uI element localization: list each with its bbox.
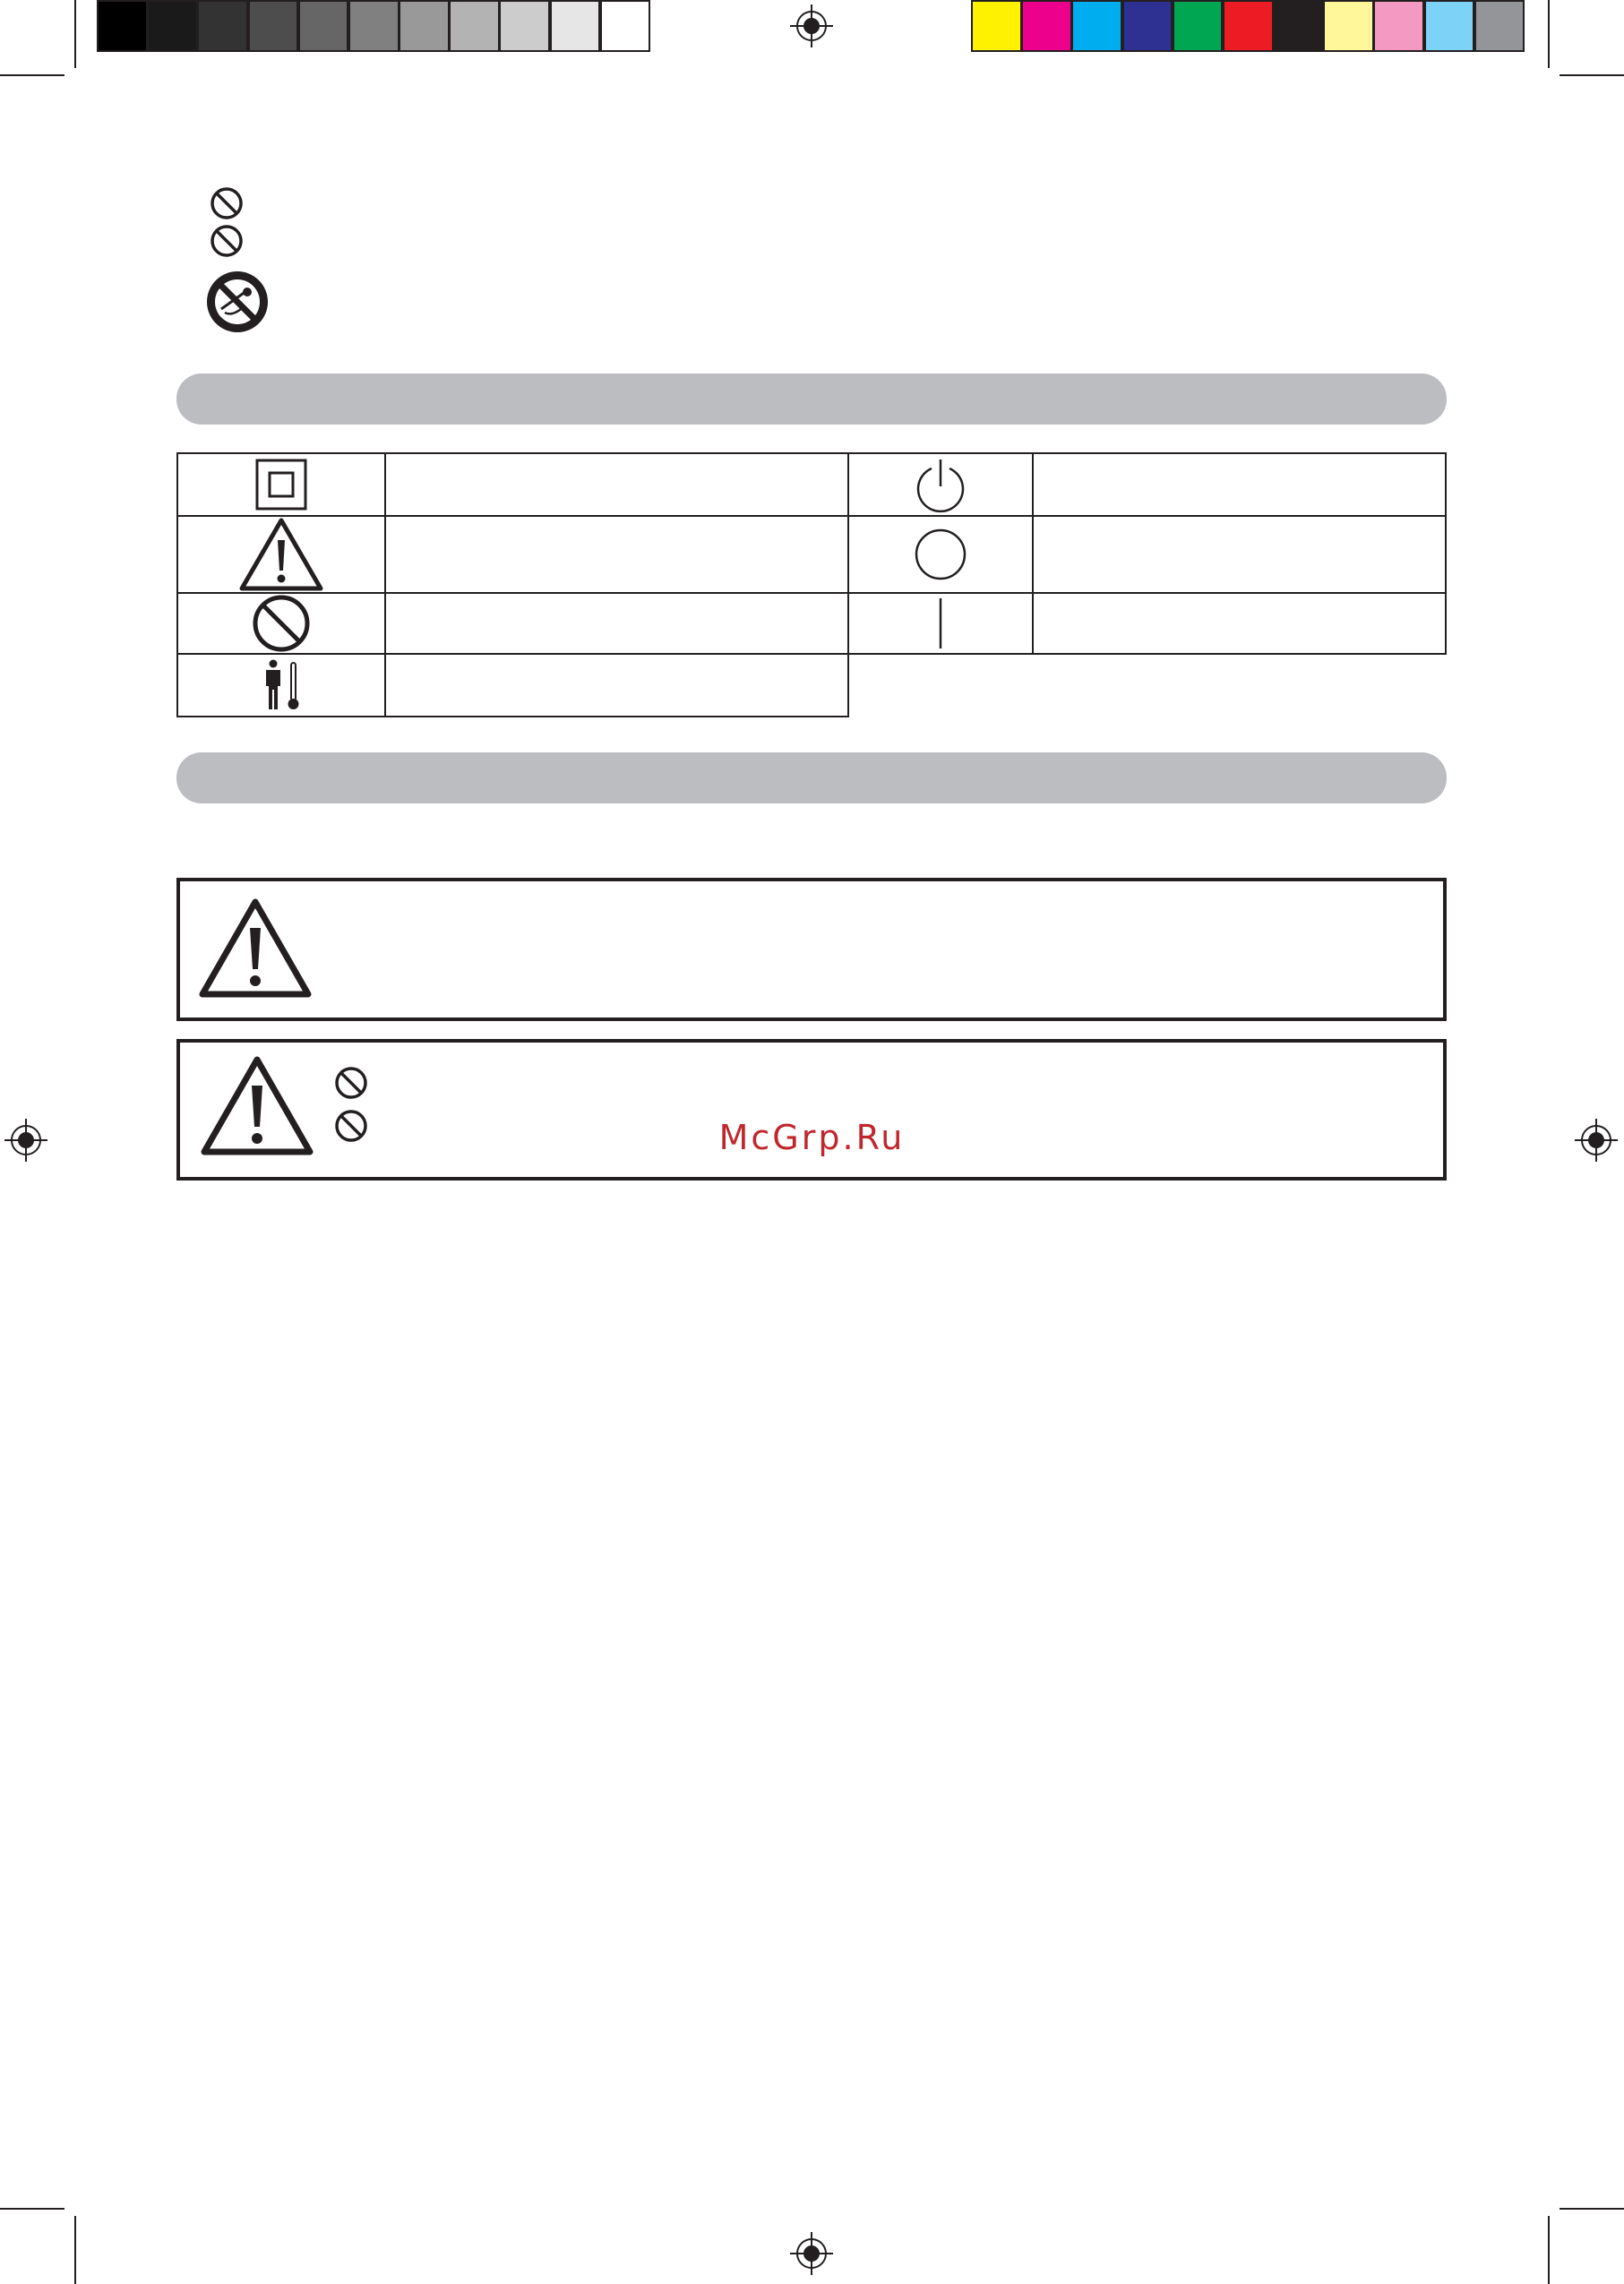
- table-cell-icon: [177, 654, 385, 717]
- prohibited-small-icon: [210, 186, 244, 220]
- warning-box: [176, 1039, 1447, 1181]
- table-cell-icon: [848, 593, 1033, 654]
- table-cell-text: [385, 593, 848, 654]
- registration-target-icon: [790, 2232, 833, 2275]
- prohibited-small-icon: [210, 224, 244, 258]
- table-row: [177, 593, 1446, 654]
- off-circle-icon: [914, 528, 967, 581]
- table-cell-text: [385, 516, 848, 593]
- prohibited-icon: [252, 594, 311, 653]
- table-cell-text: [1033, 593, 1446, 654]
- section-header-bar: [176, 374, 1447, 425]
- table-cell-text: [385, 453, 848, 516]
- table-row: [177, 453, 1446, 516]
- no-pins-prohibited-icon: [205, 270, 270, 334]
- on-line-icon: [936, 598, 945, 648]
- table-cell-icon: [177, 593, 385, 654]
- warning-triangle-icon: [198, 897, 313, 1000]
- table-row: [177, 654, 1446, 717]
- table-cell-icon: [177, 516, 385, 593]
- person-temperature-icon: [262, 659, 301, 711]
- warning-triangle-icon: [238, 517, 324, 592]
- registration-target-icon: [790, 4, 833, 47]
- table-empty-cell: [848, 654, 1446, 717]
- table-cell-icon: [848, 453, 1033, 516]
- table-cell-icon: [177, 453, 385, 516]
- standby-power-icon: [914, 458, 967, 511]
- table-row: [177, 516, 1446, 593]
- watermark-text: McGrp.Ru: [718, 1118, 906, 1157]
- symbol-table: [176, 452, 1447, 717]
- table-cell-text: [1033, 453, 1446, 516]
- table-cell-text: [385, 654, 848, 717]
- warning-box: [176, 878, 1447, 1021]
- section-header-bar: [176, 752, 1447, 803]
- prohibited-small-icon: [334, 1066, 368, 1100]
- double-insulation-icon: [255, 459, 307, 511]
- table-cell-text: [1033, 516, 1446, 593]
- table-cell-icon: [848, 516, 1033, 593]
